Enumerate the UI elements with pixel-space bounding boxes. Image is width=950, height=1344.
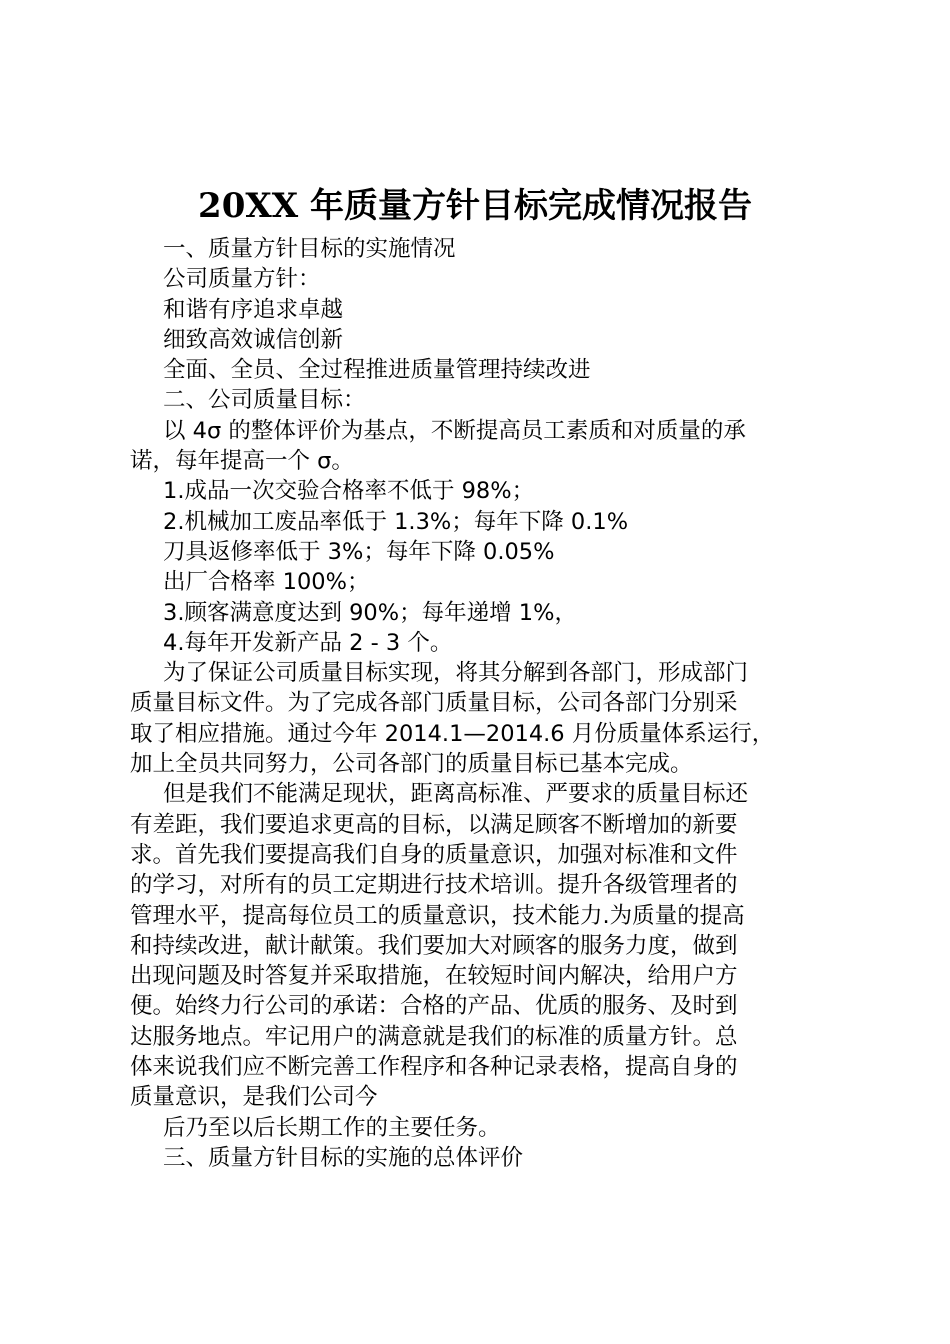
title-year: 20XX xyxy=(198,186,299,226)
goal-item-2b: 刀具返修率低于 3%；每年下降 0.05% xyxy=(163,538,555,565)
paragraph-line: 达服务地点。牢记用户的满意就是我们的标准的质量方针。总 xyxy=(130,1023,738,1050)
paragraph-improvement xyxy=(130,779,850,1112)
section-heading-1: 一、质量方针目标的实施情况 xyxy=(163,236,456,262)
paragraph-line: 管理水平，提高每位员工的质量意识，技术能力.为质量的提高 xyxy=(130,902,745,929)
goal-item-2c: 出厂合格率 100%； xyxy=(163,569,370,596)
goal-item-2: 2.机械加工废品率低于 1.3%；每年下降 0.1% xyxy=(163,508,629,535)
title-text: 年质量方针目标完成情况报告 xyxy=(309,186,752,226)
goal-item-1: 1.成品一次交验合格率不低于 98%； xyxy=(163,478,535,505)
paragraph-line: 全面、全员、全过程推进质量管理持续改进 xyxy=(163,357,591,384)
paragraph-line: 质量目标文件。为了完成各部门质量目标，公司各部门分别采 xyxy=(130,690,738,717)
paragraph-line: 体来说我们应不断完善工作程序和各种记录表格，提高自身的 xyxy=(130,1054,738,1081)
paragraph-line: 后乃至以后长期工作的主要任务。 xyxy=(163,1114,501,1141)
paragraph-line: 公司质量方针： xyxy=(163,266,321,293)
paragraph-goal-intro xyxy=(130,416,850,477)
paragraph-line: 求。首先我们要提高我们自身的质量意识，加强对标准和文件 xyxy=(130,841,738,868)
goal-item-4: 4.每年开发新产品 2 - 3 个。 xyxy=(163,629,453,656)
paragraph-line: 有差距，我们要追求更高的目标，以满足顾客不断增加的新要 xyxy=(130,811,738,838)
paragraph-line: 但是我们不能满足现状，距离高标准、严要求的质量目标还 xyxy=(163,781,749,808)
paragraph-line: 以 4σ 的整体评价为基点，不断提高员工素质和对质量的承 xyxy=(163,417,746,444)
paragraph-line: 和谐有序追求卓越 xyxy=(163,296,344,323)
section-heading-3: 三、质量方针目标的实施的总体评价 xyxy=(163,1144,524,1171)
document-body xyxy=(130,234,850,1173)
paragraph-line: 和持续改进，献计献策。我们要加大对顾客的服务力度，做到 xyxy=(130,932,738,959)
paragraph-line: 诺，每年提高一个 σ。 xyxy=(130,448,354,475)
paragraph-line: 细致高效诚信创新 xyxy=(163,326,344,353)
paragraph-line: 出现问题及时答复并采取措施，在较短时间内解决，给用户方 xyxy=(130,963,738,990)
paragraph-line: 为了保证公司质量目标实现，将其分解到各部门，形成部门 xyxy=(163,660,749,687)
paragraph-line: 取了相应措施。通过今年 2014.1—2014.6 月份质量体系运行， xyxy=(130,720,775,747)
goal-item-3: 3.顾客满意度达到 90%；每年递增 1%， xyxy=(163,599,577,626)
paragraph-line: 便。始终力行公司的承诺：合格的产品、优质的服务、及时到 xyxy=(130,993,738,1020)
paragraph-line: 加上全员共同努力，公司各部门的质量目标已基本完成。 xyxy=(130,751,693,778)
paragraph-line: 质量意识，是我们公司今 xyxy=(130,1084,378,1111)
paragraph-implementation xyxy=(130,658,850,779)
document-title xyxy=(0,184,950,228)
section-heading-2: 二、公司质量目标： xyxy=(163,387,366,414)
paragraph-line: 的学习，对所有的员工定期进行技术培训。提升各级管理者的 xyxy=(130,872,738,899)
